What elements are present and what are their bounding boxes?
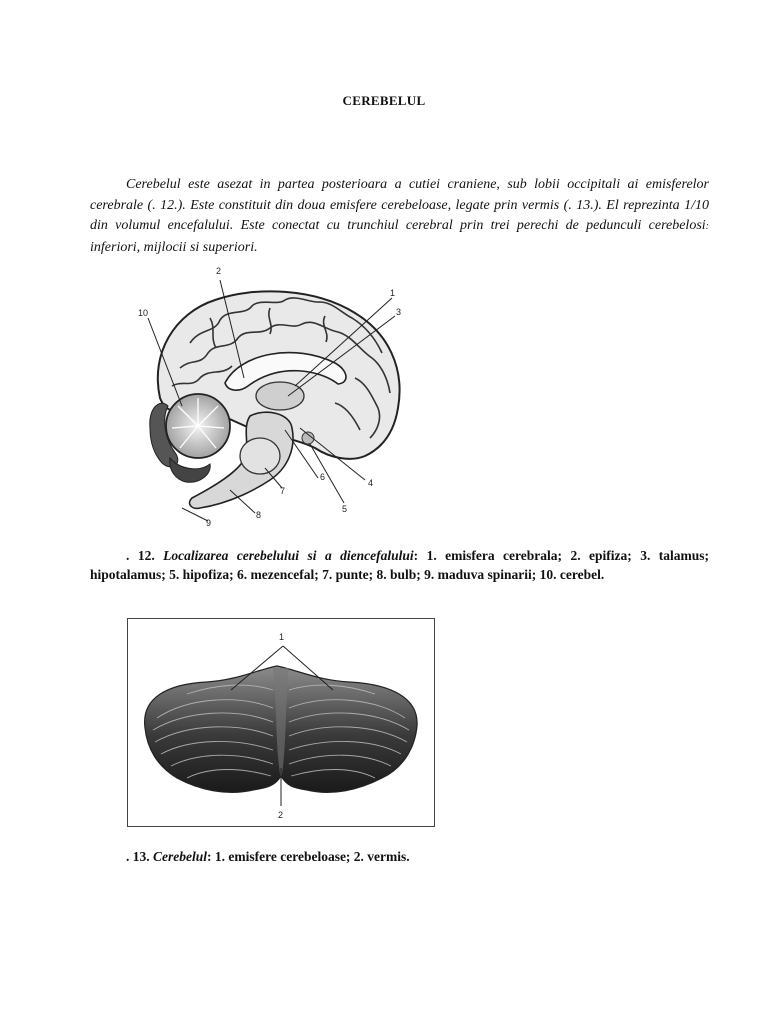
fig12-caption-text: : 1. emisfera cerebrala; 2. epifiza; 3. talamus; hipotalamus; 5. hipofiza; 6. mezencefal; 7. punte; 8. bulb; 9. maduva spinarii; 10. cerebel. [90,548,710,582]
brain-illustration [120,258,420,528]
fig13-caption-prefix: . 13. [126,849,153,864]
fig12-label-7: 7 [280,486,286,496]
paragraph-separator: : [705,221,709,232]
fig12-label-10: 10 [138,308,149,318]
fig12-label-8: 8 [256,510,262,520]
page-title: CEREBELUL [342,93,426,108]
fig12-label-9: 9 [206,518,212,528]
fig12-caption-prefix: . 12. [126,548,164,563]
fig12-caption-title: Localizarea cerebelului si a diencefalului [163,548,414,563]
fig12-label-2: 2 [216,266,222,276]
figure-brain-sagittal [120,258,420,528]
fig13-label-1: 1 [279,632,285,642]
paragraph-text-2: inferiori, mijlocii si superiori. [90,239,258,255]
figure12-caption [90,546,709,584]
fig12-label-1: 1 [390,288,396,298]
cerebellum-illustration [127,618,435,827]
fig13-caption-text: : 1. emisfere cerebeloase; 2. vermis. [207,849,410,864]
fig13-caption-title: Cerebelul [153,849,207,864]
fig13-label-2: 2 [278,810,284,820]
fig12-label-6: 6 [320,472,326,482]
fig12-label-4: 4 [368,478,374,488]
fig12-label-5: 5 [342,504,348,514]
figure-cerebellum [127,618,435,827]
fig12-label-3: 3 [396,307,402,317]
paragraph-text-1: Cerebelul este asezat in partea posterioara a cutiei craniene, sub lobii occipitali ai emisferelor cerebrale (. 12.). Este constituit din doua emisfere cerebeloase, legate prin vermis (. 13.). El reprezinta 1/10 din volumul encefalului. Este conectat cu trunchiul cerebral prin trei perechi de pedunculi cerebelosi [90,177,709,233]
intro-paragraph [90,175,709,258]
figure13-caption [126,847,745,866]
